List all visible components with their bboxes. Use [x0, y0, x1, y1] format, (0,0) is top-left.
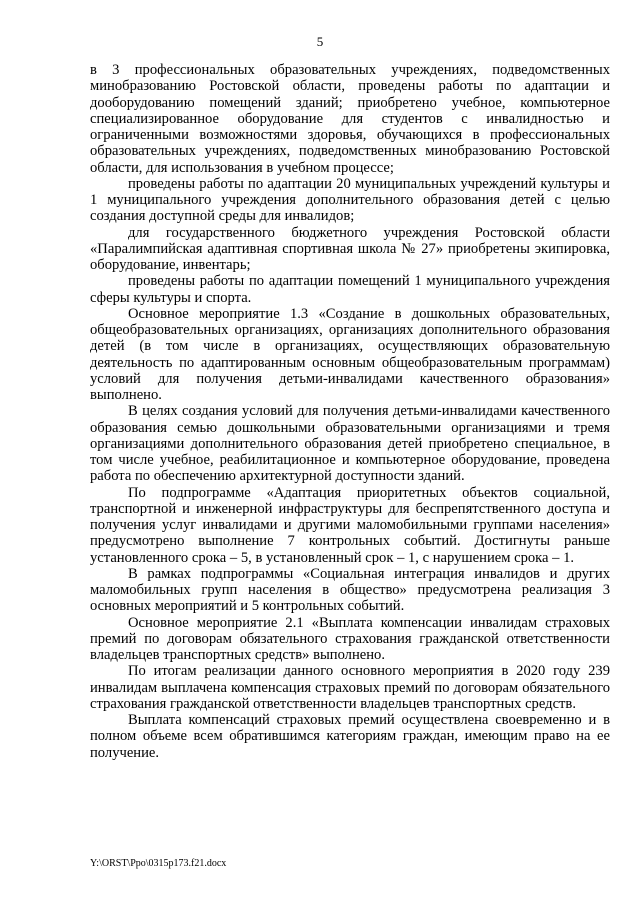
paragraph: в 3 профессиональных образовательных учреждениях, подведомственных минобразованию Ростовской области, проведены работы по адаптации и дооборудованию помещений зданий; приобретено учебное, компьютерное специализированное оборудование для студентов с инвалидностью и ограниченными возможностями здоровья, обучающихся в профессиональных образовательных учреждениях, подведомственных минобразованию Ростовской области, для использования в учебном процессе; [90, 62, 610, 176]
paragraph: В целях создания условий для получения детьми-инвалидами качественного образования семью дошкольными образовательными организациями и тремя организациями дополнительного образования детей приобретено специальное, в том числе учебное, реабилитационное и компьютерное оборудование, проведена работа по обеспечению архитектурной доступности зданий. [90, 403, 610, 485]
paragraph: проведены работы по адаптации помещений 1 муниципального учреждения сферы культуры и спорта. [90, 273, 610, 306]
paragraph: По подпрограмме «Адаптация приоритетных объектов социальной, транспортной и инженерной инфраструктуры для беспрепятственного доступа и получения услуг инвалидами и другими маломобильными группами населения» предусмотрено выполнение 7 контрольных событий. Достигнуты раньше установленного срока – 5, в установленный срок – 1, с нарушением срока – 1. [90, 484, 610, 566]
paragraph: для государственного бюджетного учреждения Ростовской области «Паралимпийская адаптивная спортивная школа № 27» приобретены экипировка, оборудование, инвентарь; [90, 224, 610, 273]
paragraph: Выплата компенсаций страховых премий осуществлена своевременно и в полном объеме всем обратившимся категориям граждан, имеющим право на ее получение. [90, 712, 610, 761]
paragraph: Основное мероприятие 2.1 «Выплата компенсации инвалидам страховых премий по договорам обязательного страхования гражданской ответственности владельцев транспортных средств» выполнено. [90, 614, 610, 663]
document-body [90, 62, 610, 761]
page-number: 5 [316, 34, 324, 49]
paragraph: Основное мероприятие 1.3 «Создание в дошкольных образовательных, общеобразовательных организациях, организациях дополнительного образования детей (в том числе в организациях, осуществляющих образовательную деятельность по адаптированным основным общеобразовательным программам) условий для получения детьми-инвалидами качественного образования» выполнено. [90, 305, 610, 403]
paragraph: В рамках подпрограммы «Социальная интеграция инвалидов и других маломобильных групп населения в общество» предусмотрена реализация 3 основных мероприятий и 5 контрольных событий. [90, 565, 610, 615]
footer-file-path: Y:\ORST\Ppo\0315p173.f21.docx [90, 858, 227, 869]
paragraph: По итогам реализации данного основного мероприятия в 2020 году 239 инвалидам выплачена компенсация страховых премий по договорам обязательного страхования гражданской ответственности владельцев транспортных средств. [90, 663, 610, 712]
paragraph: проведены работы по адаптации 20 муниципальных учреждений культуры и 1 муниципального учреждения дополнительного образования детей с целью создания доступной среды для инвалидов; [90, 175, 610, 225]
